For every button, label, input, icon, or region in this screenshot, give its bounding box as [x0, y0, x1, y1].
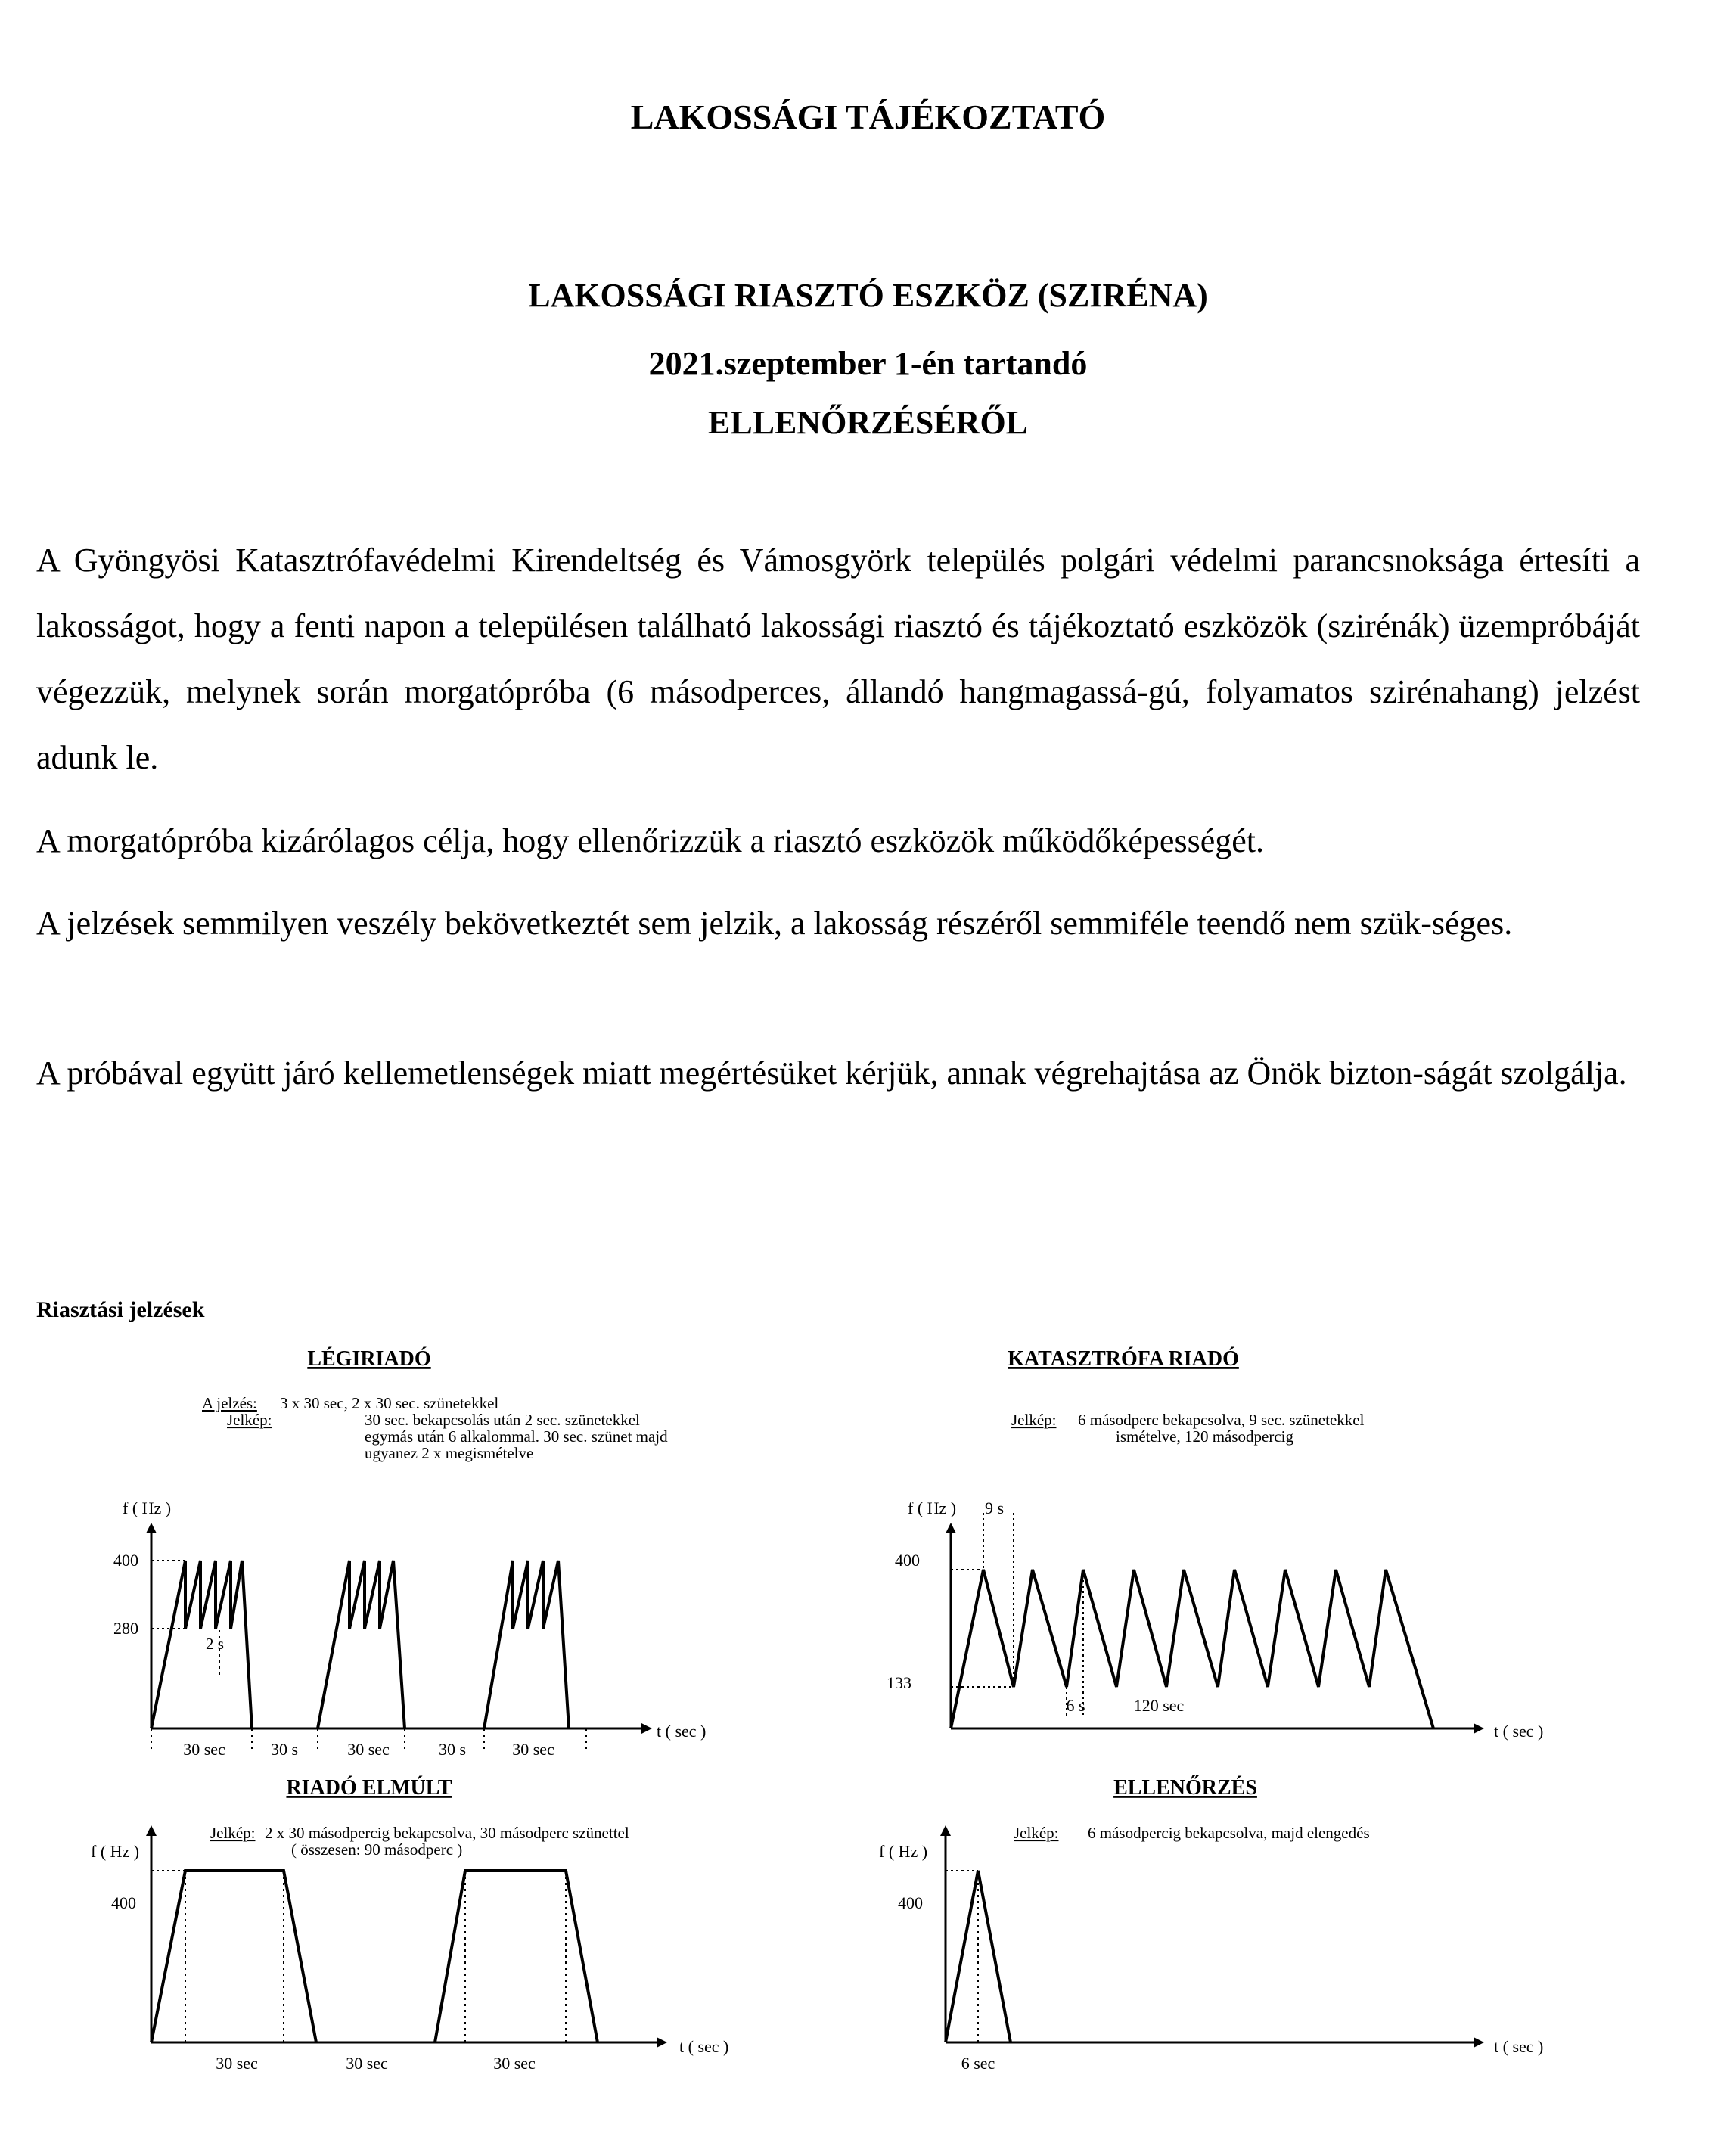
riado-elmult-desc-text-a: 2 x 30 másodpercig bekapcsolva, 30 másodperc szünettel [265, 1824, 629, 1842]
paragraph-purpose: A morgatópróba kizárólagos célja, hogy ellenőrizzük a riasztó eszközök működőképességét. [36, 822, 1264, 859]
riado-elmult-y-tick-400: 400 [111, 1893, 136, 1912]
katasztrofa-total-label: 120 sec [1133, 1696, 1185, 1715]
katasztrofa-signal [951, 1570, 1433, 1728]
legiriado-desc-text-2c: ugyanez 2 x megismételve [365, 1444, 534, 1462]
ellenorzes-y-tick-400: 400 [898, 1893, 923, 1912]
ellenorzes-desc-label: Jelkép: [1014, 1824, 1059, 1842]
katasztrofa-desc-label: Jelkép: [1011, 1411, 1057, 1429]
riado-elmult-x-seg-3: 30 sec [493, 2054, 536, 2073]
riado-elmult-desc-label: Jelkép: [210, 1824, 256, 1842]
legiriado-x-seg-5: 30 sec [512, 1740, 554, 1759]
legiriado-x-axis-label: t ( sec ) [657, 1722, 707, 1741]
katasztrofa-x-axis-label: t ( sec ) [1494, 1722, 1544, 1741]
katasztrofa-desc-text-b: ismételve, 120 másodpercig [1116, 1427, 1294, 1446]
riado-elmult-title: RIADÓ ELMÚLT [286, 1776, 452, 1800]
riado-elmult-x-seg-1: 30 sec [216, 2054, 258, 2073]
ellenorzes-desc-text: 6 másodpercig bekapcsolva, majd elengedés [1088, 1824, 1370, 1842]
legiriado-desc-text-2b: egymás után 6 alkalommal. 30 sec. szünet majd [365, 1427, 668, 1446]
ellenorzes-diagram [879, 1775, 1543, 2073]
subtitle-line-1: LAKOSSÁGI RIASZTÓ ESZKÖZ (SZIRÉNA) [528, 277, 1208, 314]
riado-elmult-desc-text-b: ( összesen: 90 másodperc ) [291, 1840, 463, 1859]
riado-elmult-y-axis-label: f ( Hz ) [91, 1842, 140, 1861]
legiriado-desc-label-2: Jelkép: [227, 1411, 272, 1429]
riado-elmult-x-axis-label: t ( sec ) [679, 2037, 729, 2056]
katasztrofa-on-label: 6 s [1066, 1696, 1085, 1715]
ellenorzes-title: ELLENŐRZÉS [1113, 1776, 1257, 1800]
legiriado-x-seg-3: 30 sec [347, 1740, 390, 1759]
legiriado-pause-label: 2 s [206, 1635, 224, 1653]
riado-elmult-diagram [91, 1776, 728, 2073]
legiriado-x-seg-4: 30 s [438, 1740, 467, 1759]
subtitle-line-2: 2021.szeptember 1-én tartandó [648, 345, 1088, 382]
katasztrofa-y-tick-400: 400 [895, 1551, 920, 1570]
katasztrofa-pause-label: 9 s [985, 1499, 1005, 1517]
ellenorzes-y-axis-label: f ( Hz ) [879, 1842, 928, 1861]
legiriado-desc-label-1: A jelzés: [202, 1394, 257, 1412]
riado-elmult-signal-1 [151, 1871, 316, 2042]
riado-elmult-x-seg-2: 30 sec [346, 2054, 388, 2073]
legiriado-signal-burst-1 [151, 1561, 252, 1728]
page-title: LAKOSSÁGI TÁJÉKOZTATÓ [630, 98, 1106, 136]
legiriado-title: LÉGIRIADÓ [307, 1347, 431, 1371]
siren-signal-diagrams [0, 1331, 1736, 2118]
legiriado-signal-burst-3 [484, 1561, 569, 1728]
legiriado-y-axis-label: f ( Hz ) [123, 1499, 172, 1517]
legiriado-diagram [113, 1347, 706, 1759]
signals-section-label: Riasztási jelzések [36, 1297, 205, 1322]
katasztrofa-diagram [887, 1347, 1543, 1741]
legiriado-y-tick-400: 400 [113, 1551, 138, 1570]
legiriado-desc-text-1: 3 x 30 sec, 2 x 30 sec. szünetekkel [280, 1394, 499, 1412]
katasztrofa-y-tick-133: 133 [887, 1673, 911, 1692]
ellenorzes-x-seg: 6 sec [961, 2054, 995, 2073]
katasztrofa-desc-text-a: 6 másodperc bekapcsolva, 9 sec. szünetekkel [1078, 1411, 1365, 1429]
subtitle-line-3: ELLENŐRZÉSÉRŐL [707, 404, 1029, 441]
paragraph-notice: A Gyöngyösi Katasztrófavédelmi Kirendeltség és Vámosgyörk település polgári védelmi parancsnoksága értesíti a lakosságot, hogy a fenti napon a településen található lakossági riasztó és tájékoztató eszközök (szirénák) üzempróbáját végezzük, melynek során morgatópróba (6 másodperces, állandó hangmagassá-gú, folyamatos szirénahang) jelzést adunk le. [36, 542, 1640, 776]
paragraph-no-danger: A jelzések semmilyen veszély bekövetkeztét sem jelzik, a lakosság részéről semmiféle teendő nem szük-séges. [36, 905, 1513, 942]
katasztrofa-y-axis-label: f ( Hz ) [908, 1499, 957, 1517]
ellenorzes-x-axis-label: t ( sec ) [1494, 2037, 1544, 2056]
legiriado-signal-burst-2 [318, 1561, 405, 1728]
riado-elmult-signal-2 [435, 1871, 598, 2042]
legiriado-desc-text-2a: 30 sec. bekapcsolás után 2 sec. szünetekkel [365, 1411, 640, 1429]
paragraph-apology: A próbával együtt járó kellemetlenségek miatt megértésüket kérjük, annak végrehajtása az Önök bizton-ságát szolgálja. [36, 1054, 1627, 1092]
legiriado-x-seg-2: 30 s [270, 1740, 299, 1759]
legiriado-y-tick-280: 280 [113, 1619, 138, 1638]
legiriado-x-seg-1: 30 sec [183, 1740, 225, 1759]
katasztrofa-title: KATASZTRÓFA RIADÓ [1008, 1347, 1239, 1371]
